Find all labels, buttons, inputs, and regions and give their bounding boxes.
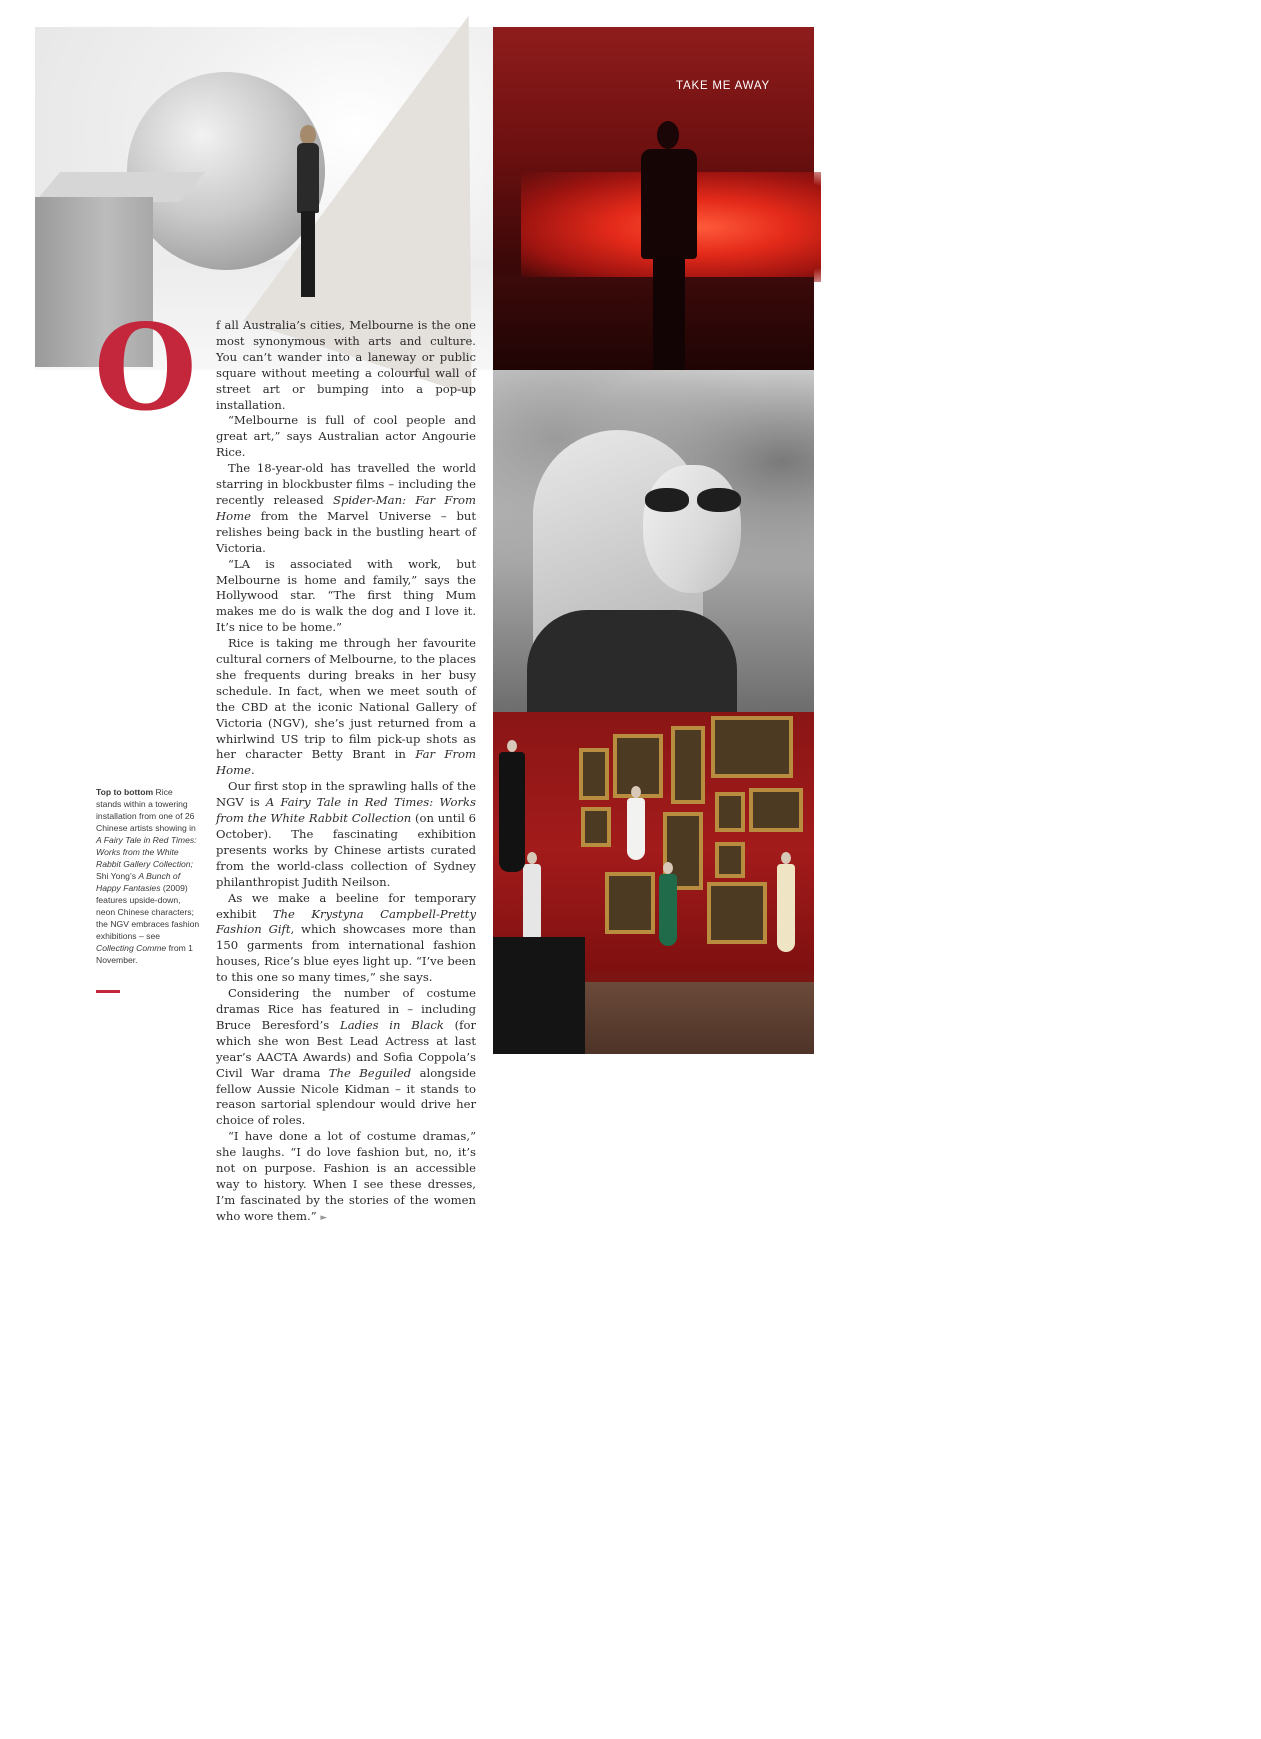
end-marker-icon: ► bbox=[320, 1212, 328, 1223]
painting-frame bbox=[581, 807, 611, 847]
leather-jacket bbox=[527, 610, 737, 720]
photo-fashion-gallery bbox=[493, 712, 1261, 1739]
photo-portrait bbox=[493, 370, 814, 712]
painting-frame bbox=[749, 788, 803, 832]
painting-frame bbox=[715, 792, 745, 832]
drop-cap: O bbox=[94, 298, 197, 437]
painting-frame bbox=[671, 726, 705, 804]
paragraph: f all Australia’s cities, Melbourne is the one most synonymous with arts and culture. You can’t wander into a laneway or public square without meeting a colourful wall of street art or bumping into a pop-up installation. bbox=[216, 318, 476, 412]
paragraph: Our first stop in the sprawling halls of the NGV is A Fairy Tale in Red Times: Works from the White Rabbit Collection (on until 6 October). The fascinating exhibition presents works by Chinese artists curated from the world-class collection of Sydney philanthropist Judith Neilson. bbox=[216, 779, 476, 889]
painting-frame bbox=[579, 748, 609, 800]
painting-frame bbox=[711, 716, 793, 778]
footer-url: virginaustralia.com bbox=[1139, 1728, 1223, 1739]
person-silhouette bbox=[641, 121, 697, 370]
mannequin-dress bbox=[659, 862, 677, 946]
paragraph: The 18-year-old has travelled the world starring in blockbuster films – including the recently released Spider-Man: Far From Home from the Marvel Universe – but relishes being back in the bustling heart of Victoria. bbox=[216, 461, 476, 555]
paragraph: “I have done a lot of costume dramas,” she laughs. “I do love fashion but, no, it’s not on purpose. Fashion is an accessible way to history. When I see these dresses, I’m fascinated by the stories of the women who wore them.” ► bbox=[216, 1129, 476, 1223]
sphere-sculpture bbox=[127, 72, 325, 270]
face bbox=[643, 465, 741, 593]
mannequin-dress bbox=[777, 852, 795, 952]
paragraph: Considering the number of costume dramas Rice has featured in – including Bruce Beresford’s Ladies in Black (for which she won Best Lead Actress at last year’s AACTA Awards) and Sofia Coppola’s Civil War drama The Beguiled alongside fellow Aussie Nicole Kidman – it stands to reason sartorial splendour would drive her choice of roles. bbox=[216, 986, 476, 1128]
mannequin-dress bbox=[627, 786, 645, 860]
painting-frame bbox=[707, 882, 767, 944]
photo-caption: Top to bottom Rice stands within a towering installation from one of 26 Chinese artists showing in A Fairy Tale in Red Times: Works from the White Rabbit Gallery Collection; Shi Yong’s A Bunch of Happy Fantasies (2009) features upside-down, neon Chinese characters; the NGV embraces fashion exhibitions – see Collecting Comme from 1 November. bbox=[96, 787, 200, 965]
person-figure bbox=[297, 125, 319, 297]
page-number: 51 bbox=[1250, 1728, 1261, 1739]
painting-frame bbox=[605, 872, 655, 934]
paragraph: As we make a beeline for temporary exhibit The Krystyna Campbell-Pretty Fashion Gift, which showcases more than 150 garments from international fashion houses, Rice’s blue eyes light up. “I’ve been to this one so many times,” she says. bbox=[216, 890, 476, 985]
mannequin-dress bbox=[499, 740, 525, 872]
paragraph: “LA is associated with work, but Melbourne is home and family,” says the Hollywood star. “The first thing Mum makes me do is walk the dog and I love it. It’s nice to be home.” bbox=[216, 556, 476, 635]
paragraph: Rice is taking me through her favourite cultural corners of Melbourne, to the places she frequents during breaks in her busy schedule. In fact, when we meet south of the CBD at the iconic National Gallery of Victoria (NGV), she’s just returned from a whirlwind US trip to film pick-up shots as her character Betty Brant in Far From Home. bbox=[216, 636, 477, 778]
article-body bbox=[216, 318, 476, 1227]
mannequin-dress bbox=[523, 852, 541, 944]
paragraph: “Melbourne is full of cool people and great art,” says Australian actor Angourie Rice. bbox=[216, 413, 476, 460]
caption-rule bbox=[96, 990, 120, 993]
painting-frame bbox=[715, 842, 745, 878]
display-plinth bbox=[493, 937, 585, 1054]
section-label: TAKE ME AWAY bbox=[676, 80, 770, 92]
sunglasses bbox=[645, 488, 741, 512]
photo-neon-installation bbox=[493, 27, 814, 370]
